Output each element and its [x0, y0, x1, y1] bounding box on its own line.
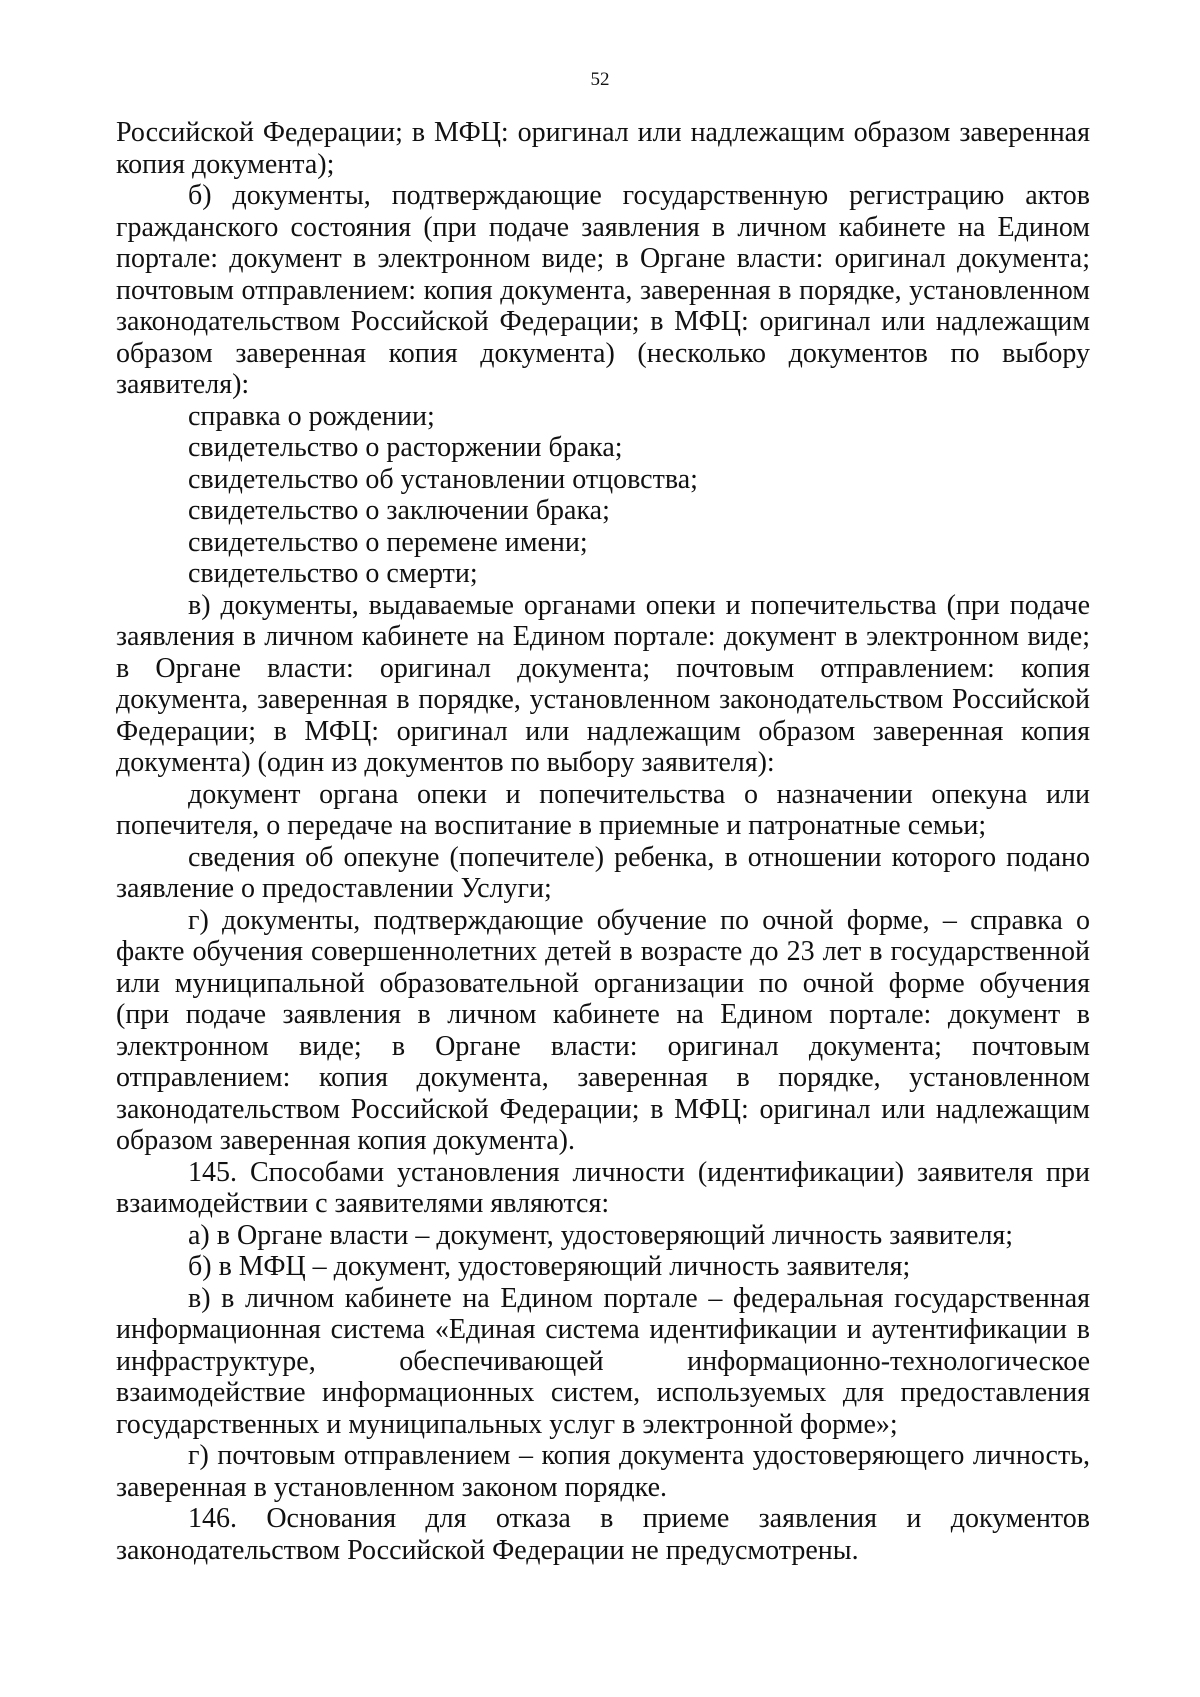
paragraph-145-b: б) в МФЦ – документ, удостоверяющий личность заявителя;: [188, 1251, 911, 1282]
document-body: [116, 117, 1090, 1566]
paragraph-continuation: Российской Федерации; в МФЦ: оригинал или надлежащим образом заверенная копия документа);: [116, 117, 1090, 180]
list-item-paternity-certificate: свидетельство об установлении отцовства;: [188, 463, 698, 495]
paragraph-item-b: б) документы, подтверждающие государственную регистрацию актов гражданского состояния (при подаче заявления в личном кабинете на Едином портале: документ в электронном виде; в Органе власти: оригинал документа; почтовым отправлением: копия документа, заверенная в порядке, установленном законодательством Российской Федерации; в МФЦ: оригинал или надлежащим образом заверенная копия документа) (несколько документов по выбору заявителя):: [116, 180, 1090, 400]
paragraph-145-v: в) в личном кабинете на Едином портале – федеральная государственная информационная система «Единая система идентификации и аутентификации в инфраструктуре, обеспечивающей информационно-технологическое взаимодействие информационных систем, используемых для предоставления государственных и муниципальных услуг в электронной форме»;: [116, 1282, 1090, 1440]
page-number: 52: [590, 69, 610, 90]
list-item-divorce-certificate: свидетельство о расторжении брака;: [188, 432, 623, 463]
paragraph-item-v: в) документы, выдаваемые органами опеки и попечительства (при подаче заявления в личном кабинете на Едином портале: документ в электронном виде; в Органе власти: оригинал документа; почтовым отправлением: копия документа, заверенная в порядке, установленном законодательством Российской Федерации; в МФЦ: оригинал или надлежащим образом заверенная копия документа) (один из документов по выбору заявителя):: [116, 589, 1090, 778]
paragraph-item-g: г) документы, подтверждающие обучение по очной форме, – справка о факте обучения совершеннолетних детей в возрасте до 23 лет в государственной или муниципальной образовательной организации по очной форме обучения (при подаче заявления в личном кабинете на Едином портале: документ в электронном виде; в Органе власти: оригинал документа; почтовым отправлением: копия документа, заверенная в порядке, установленном законодательством Российской Федерации; в МФЦ: оригинал или надлежащим образом заверенная копия документа).: [116, 904, 1090, 1156]
paragraph-145: 145. Способами установления личности (идентификации) заявителя при взаимодействии с заявителями являются:: [116, 1156, 1090, 1219]
list-item-birth-certificate: справка о рождении;: [188, 400, 435, 432]
list-item-death-certificate: свидетельство о смерти;: [188, 558, 478, 589]
list-item-name-change-certificate: свидетельство о перемене имени;: [188, 526, 588, 558]
paragraph-145-a: а) в Органе власти – документ, удостоверяющий личность заявителя;: [188, 1219, 1014, 1251]
list-item-marriage-certificate: свидетельство о заключении брака;: [188, 495, 610, 526]
list-item-guardianship-document: документ органа опеки и попечительства о назначении опекуна или попечителя, о передаче на воспитание в приемные и патронатные семьи;: [116, 778, 1090, 841]
paragraph-146: 146. Основания для отказа в приеме заявления и документов законодательством Российской Федерации не предусмотрены.: [116, 1503, 1090, 1566]
paragraph-145-g: г) почтовым отправлением – копия документа удостоверяющего личность, заверенная в установленном законом порядке.: [116, 1440, 1090, 1503]
list-item-guardian-info: сведения об опекуне (попечителе) ребенка, в отношении которого подано заявление о предоставлении Услуги;: [116, 841, 1090, 904]
